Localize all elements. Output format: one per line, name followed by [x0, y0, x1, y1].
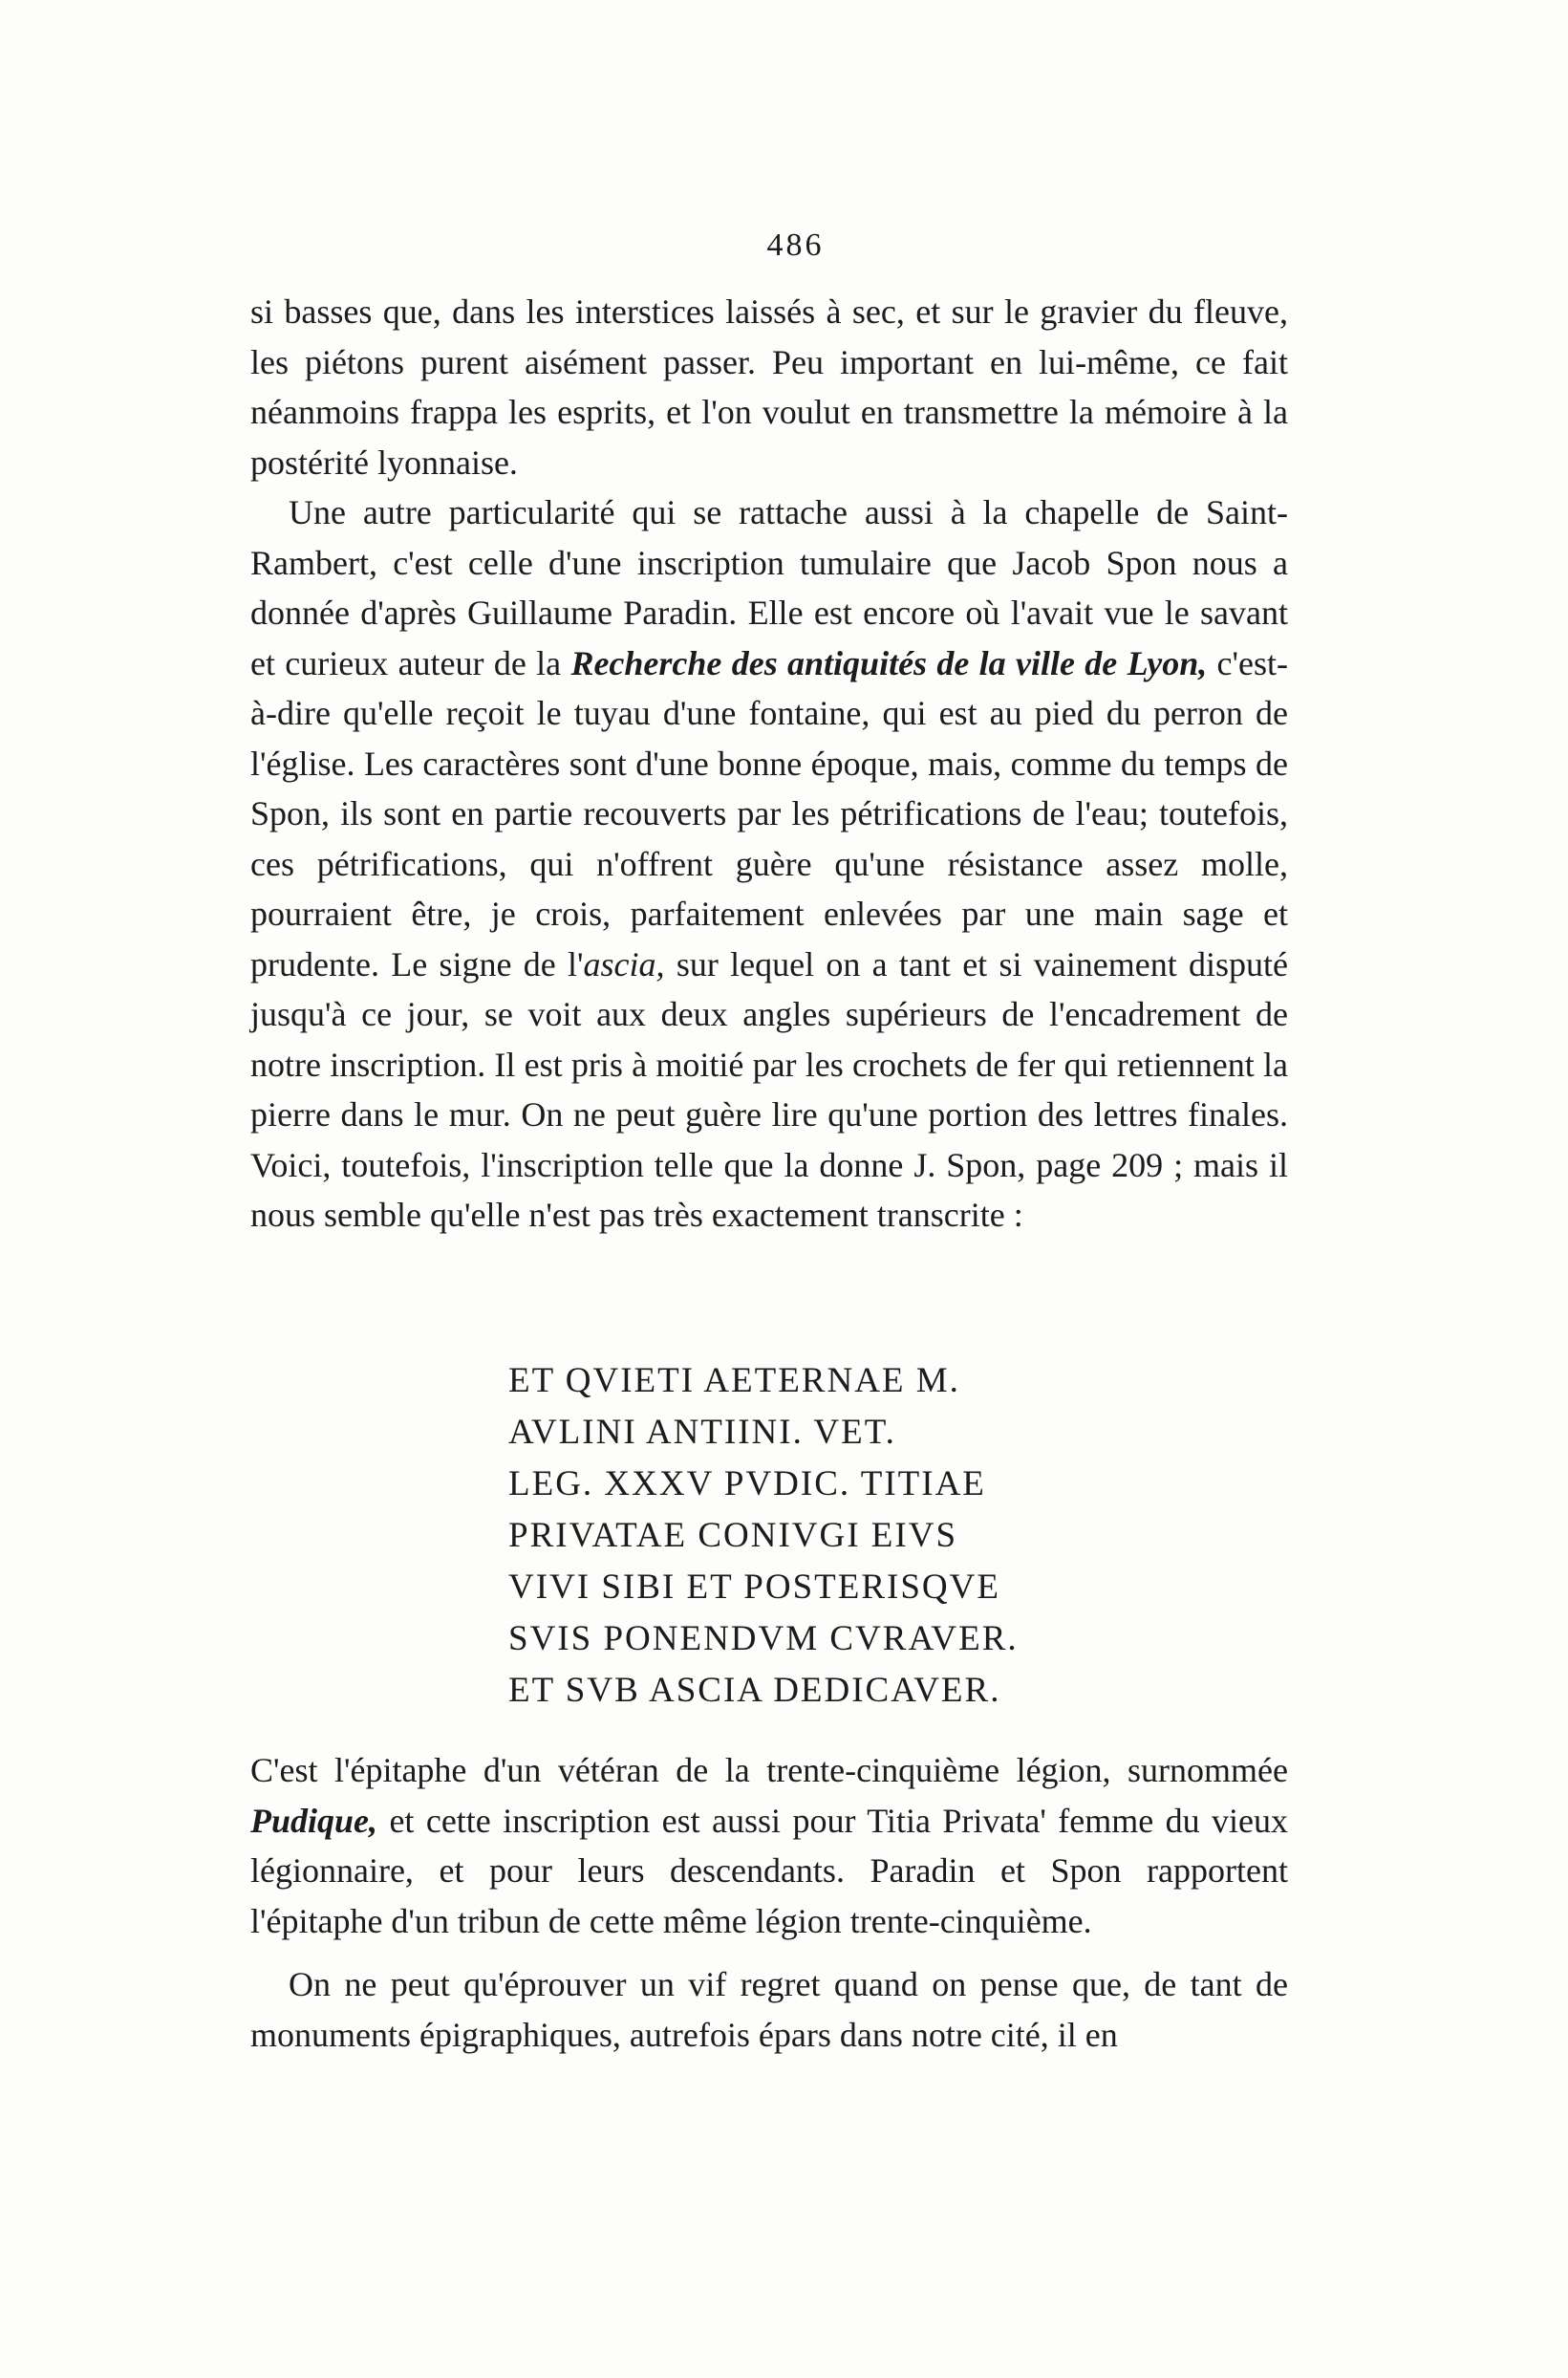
ascia-term: ascia,: [583, 944, 665, 984]
paragraph-gap: [250, 1946, 1288, 1959]
latin-inscription: [508, 1355, 1043, 1717]
paragraph-text: c'est-à-dire qu'elle reçoit le tuyau d'une fontaine, qui est au pied du perron de l'église. Les caractères sont d'une bonne époque, mais, comme du temps de Spon, ils sont en partie recouverts par les pétrifications de l'eau; toutefois, ces pétrifications, qui n'offrent guère qu'une résistance assez molle, pourraient être, je crois, parfaitement enlevées par une main sage et prudente. Le signe de l': [250, 643, 1288, 984]
paragraph-text: et cette inscription est aussi pour Titia Privata' femme du vieux légionnaire, et pour leurs descendants. Paradin et Spon rapportent l'épitaphe d'un tribun de cette même légion trente-cinquième.: [250, 1801, 1288, 1940]
paragraph-continuation: si basses que, dans les interstices laissés à sec, et sur le gravier du fleuve, les piétons purent aisément passer. Peu important en lui-même, ce fait néanmoins frappa les esprits, et l'on voulut en transmettre la mémoire à la postérité lyonnaise.: [250, 292, 1288, 482]
inscription-line: SVIS PONENDVM CVRAVER.: [508, 1619, 1019, 1658]
inscription-line: LEG. XXXV PVDIC. TITIAE: [508, 1464, 986, 1503]
inscription-line: ET SVB ASCIA DEDICAVER.: [508, 1671, 1001, 1710]
inscription-line: ET QVIETI AETERNAE M.: [508, 1361, 960, 1400]
book-title: Recherche des antiquités de la ville de Lyon,: [570, 643, 1208, 682]
paragraph-text: C'est l'épitaphe d'un vétéran de la trente-cinquième légion, surnommée: [250, 1751, 1288, 1789]
paragraph-text: Une autre particularité qui se rattache aussi à la chapelle de Saint-Rambert, c'est celle d'une inscription tumulaire que Jacob Spon nous a donnée d'après Guillaume Paradin. Elle est encore où l'avait vue le savant et curieux auteur de la: [250, 493, 1288, 682]
paragraph-epitaph-commentary: [250, 1745, 1288, 1946]
inscription-line: VIVI SIBI ET POSTERISQVE: [508, 1567, 1000, 1607]
text-block-upper: [250, 287, 1288, 1241]
inscription-line: PRIVATAE CONIVGI EIVS: [508, 1516, 958, 1555]
text-block-lower: [250, 1745, 1288, 2060]
paragraph-regret: On ne peut qu'éprouver un vif regret quand on pense que, de tant de monuments épigraphiques, autrefois épars dans notre cité, il en: [250, 1965, 1288, 2054]
inscription-line: AVLINI ANTIINI. VET.: [508, 1413, 896, 1452]
paragraph-text: sur lequel on a tant et si vainement disputé jusqu'à ce jour, se voit aux deux angles supérieurs de l'encadrement de notre inscription. Il est pris à moitié par les crochets de fer qui retiennent la pierre dans le mur. On ne peut guère lire qu'une portion des lettres finales. Voici, toutefois, l'inscription telle que la donne J. Spon, page 209 ; mais il nous semble qu'elle n'est pas très exactement transcrite :: [250, 944, 1288, 1234]
page-number: 486: [766, 227, 825, 263]
paragraph-inscription-intro: [250, 487, 1288, 1241]
legion-name: Pudique,: [250, 1801, 378, 1840]
